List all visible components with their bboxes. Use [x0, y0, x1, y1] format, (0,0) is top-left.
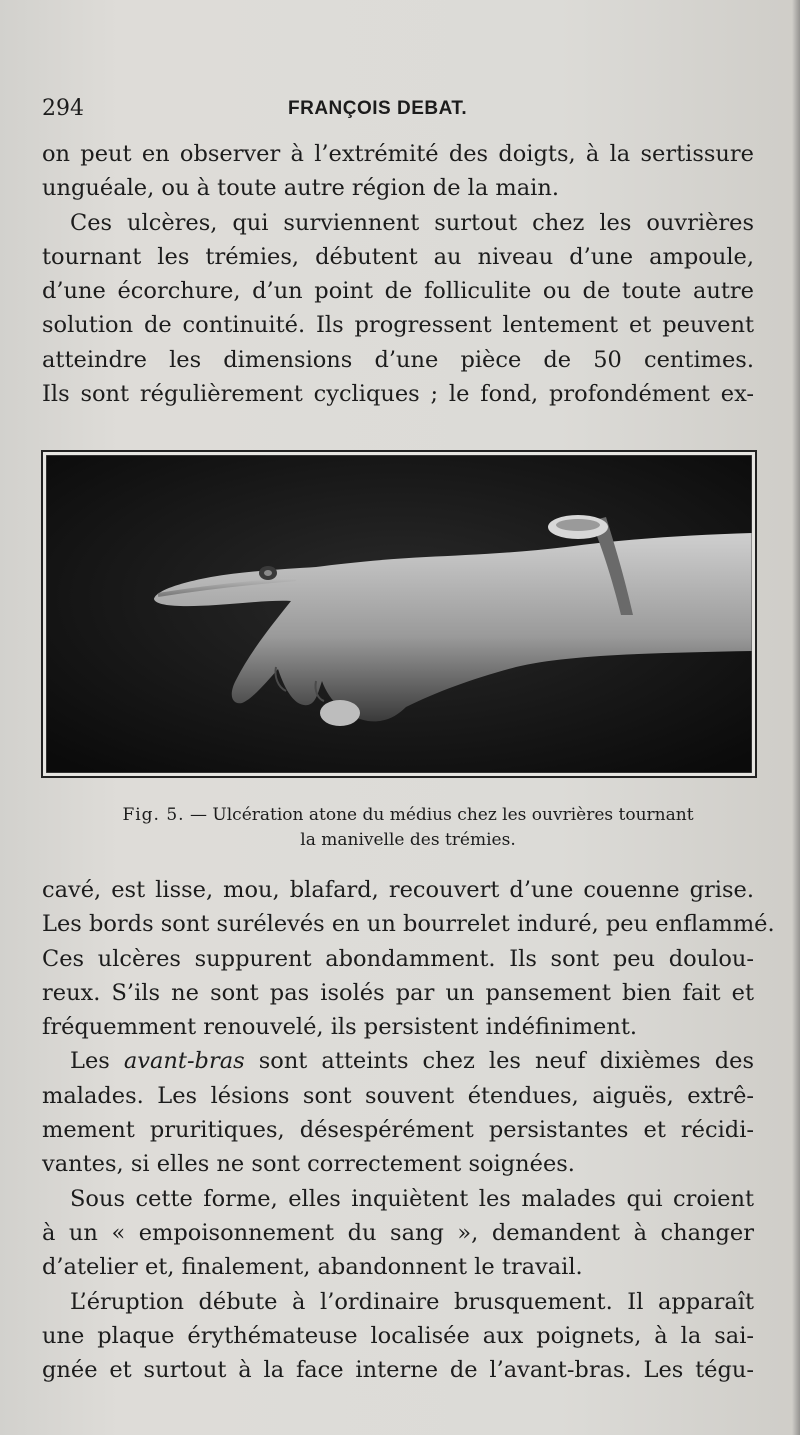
running-head: FRANÇOIS DEBAT. [288, 98, 468, 119]
top-paragraphs [42, 137, 754, 411]
text-line: d’atelier et, finalement, abandonnent le travail. [42, 1254, 583, 1281]
text-line: Les bords sont surélevés en un bourrelet induré, peu enflammé. [42, 911, 775, 938]
text-line: atteindre les dimensions d’une pièce de 50 centimes. [42, 346, 754, 373]
figure-caption [70, 803, 746, 853]
text-line: malades. Les lésions sont souvent étendues, aiguës, extrê- [42, 1082, 754, 1109]
text-line: L’éruption débute à l’ordinaire brusquement. Il apparaît [70, 1288, 754, 1315]
page-header [42, 96, 762, 126]
text-line: une plaque érythémateuse localisée aux poignets, à la sai- [42, 1322, 754, 1349]
text-line: Ces ulcères, qui surviennent surtout chez les ouvrières [70, 209, 754, 236]
bottom-paragraphs [42, 873, 775, 1387]
page-number: 294 [42, 96, 84, 121]
emphasis-avant-bras: avant-bras [123, 1048, 245, 1075]
text-line: Ils sont régulièrement cycliques ; le fond, profondément ex- [42, 381, 754, 408]
caption-text-1: — Ulcération atone du médius chez les ouvrières tournant [190, 805, 694, 825]
text-line: on peut en observer à l’extrémité des doigts, à la sertissure [42, 141, 754, 167]
figure-photograph [41, 450, 757, 778]
text-line: solution de continuité. Ils progressent lentement et peuvent [42, 312, 754, 339]
text-line: reux. S’ils ne sont pas isolés par un pansement bien fait et [42, 979, 754, 1006]
text-line: unguéale, ou à toute autre région de la main. [42, 175, 560, 202]
text-line: vantes, si elles ne sont correctement soignées. [42, 1151, 575, 1178]
text-line: tournant les trémies, débutent au niveau d’une ampoule, [42, 243, 754, 270]
figure-label: Fig. 5. [122, 805, 185, 825]
text-line: mement pruritiques, désespérément persistantes et récidi- [42, 1117, 754, 1144]
text-line-avant-bras [42, 1044, 754, 1078]
thumbnail [320, 700, 360, 726]
text-line: à un « empoisonnement du sang », demandent à changer [42, 1219, 754, 1246]
text-line: gnée et surtout à la face interne de l’avant-bras. Les tégu- [42, 1357, 754, 1384]
text-line: Ces ulcères suppurent abondamment. Ils sont peu doulou- [42, 945, 754, 972]
text-line: d’une écorchure, d’un point de folliculite ou de toute autre [42, 278, 754, 305]
text-fragment: sont atteints chez les neuf dixièmes des [244, 1048, 754, 1075]
caption-line-2: la manivelle des trémies. [300, 830, 516, 850]
text-line: Sous cette forme, elles inquiètent les malades qui croient [70, 1185, 754, 1212]
text-line: fréquemment renouvelé, ils persistent indéfiniment. [42, 1014, 638, 1041]
page-edge-shadow [792, 0, 800, 1435]
text-fragment: Les [70, 1048, 124, 1075]
caption-line-1 [70, 803, 746, 828]
hand-photo [46, 455, 752, 773]
text-line: cavé, est lisse, mou, blafard, recouvert d’une couenne grise. [42, 877, 754, 903]
